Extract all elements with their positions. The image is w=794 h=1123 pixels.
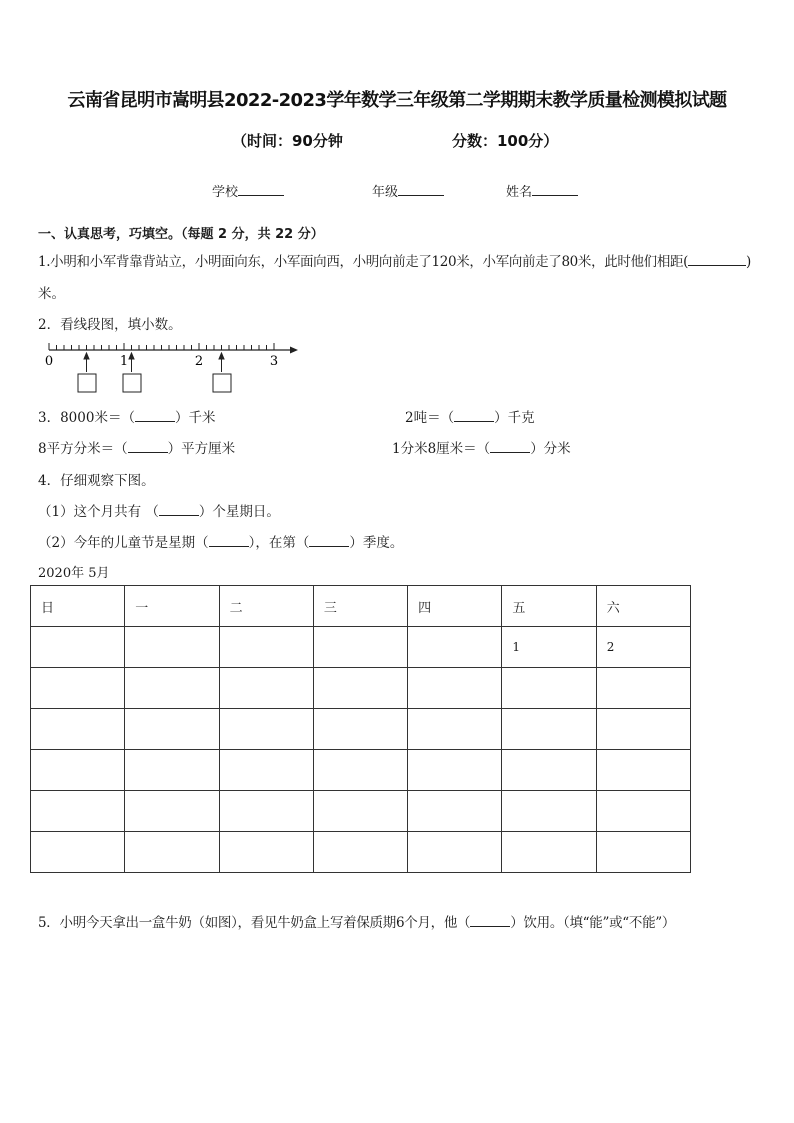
calendar-cell[interactable] — [408, 750, 502, 791]
question-3b-blank[interactable] — [454, 410, 494, 422]
calendar-cell[interactable] — [31, 750, 125, 791]
calendar-cell[interactable] — [596, 668, 690, 709]
calendar-cell[interactable] — [125, 668, 219, 709]
weekday-sun: 日 — [31, 586, 125, 627]
question-4-part-1-tail: ）个星期日。 — [198, 504, 280, 520]
calendar-cell[interactable] — [502, 750, 596, 791]
calendar-cell[interactable] — [219, 709, 313, 750]
question-3d-text: 1分米8厘米＝（ — [392, 441, 491, 457]
calendar-cell[interactable] — [31, 832, 125, 873]
weekday-fri: 五 — [502, 586, 596, 627]
calendar-cell[interactable] — [125, 791, 219, 832]
calendar-cell[interactable] — [596, 791, 690, 832]
tick-label-0: 0 — [44, 354, 54, 369]
calendar-cell[interactable] — [313, 832, 407, 873]
calendar-row — [31, 832, 691, 873]
calendar-cell[interactable] — [502, 832, 596, 873]
question-3a-text: 3．8000米＝（ — [38, 410, 135, 426]
grade-field — [372, 181, 444, 200]
calendar-row — [31, 627, 691, 668]
question-4-part-2-text: （2）今年的儿童节是星期（ — [38, 535, 209, 551]
tick-label-3: 3 — [269, 354, 279, 369]
calendar-cell[interactable] — [219, 832, 313, 873]
question-4-part-2 — [38, 531, 403, 551]
calendar-cell[interactable] — [408, 709, 502, 750]
question-4-part-2-tail: ）季度。 — [349, 535, 404, 551]
answer-box-1[interactable] — [78, 374, 96, 392]
pointer-1-head — [84, 353, 89, 359]
calendar-cell[interactable] — [596, 750, 690, 791]
question-1 — [38, 250, 751, 270]
question-3c-text: 8平方分米＝（ — [38, 441, 128, 457]
weekday-thu: 四 — [408, 586, 502, 627]
calendar-cell-day-2: 2 — [596, 627, 690, 668]
calendar-cell-day-1: 1 — [502, 627, 596, 668]
calendar-cell[interactable] — [219, 791, 313, 832]
calendar-cell[interactable] — [31, 668, 125, 709]
name-label: 姓名 — [506, 185, 533, 200]
question-3d-unit: ）分米 — [530, 441, 571, 457]
question-5-blank[interactable] — [470, 915, 510, 927]
question-5 — [38, 911, 675, 931]
grade-blank[interactable] — [398, 183, 444, 196]
calendar-cell[interactable] — [408, 668, 502, 709]
exam-time: （时间：90分钟 — [232, 132, 343, 150]
question-3a-unit: ）千米 — [174, 410, 216, 426]
calendar-cell[interactable] — [313, 709, 407, 750]
question-4-part-1-text: （1）这个月共有 （ — [38, 504, 159, 520]
calendar-cell — [31, 627, 125, 668]
weekday-tue: 二 — [219, 586, 313, 627]
calendar-cell[interactable] — [313, 750, 407, 791]
calendar-cell[interactable] — [408, 832, 502, 873]
calendar-cell — [125, 627, 219, 668]
calendar-cell[interactable] — [219, 750, 313, 791]
question-3c — [38, 437, 235, 457]
pointer-2-head — [129, 353, 134, 359]
calendar-cell[interactable] — [125, 709, 219, 750]
calendar-cell[interactable] — [502, 668, 596, 709]
number-line-arrow — [290, 347, 298, 354]
question-3a-blank[interactable] — [135, 410, 175, 422]
weekday-sat: 六 — [596, 586, 690, 627]
question-1-close: ) — [746, 254, 751, 270]
school-field — [212, 181, 284, 200]
school-label: 学校 — [212, 185, 239, 200]
calendar-cell[interactable] — [408, 791, 502, 832]
question-2: 2．看线段图，填小数。 — [38, 317, 182, 333]
calendar-cell[interactable] — [596, 709, 690, 750]
question-3d-blank[interactable] — [490, 441, 530, 453]
answer-box-3[interactable] — [213, 374, 231, 392]
pointer-3-head — [219, 353, 224, 359]
exam-title: 云南省昆明市嵩明县2022-2023学年数学三年级第二学期期末教学质量检测模拟试题 — [67, 90, 727, 111]
question-3d — [392, 437, 571, 457]
question-5-text: 5．小明今天拿出一盒牛奶（如图），看见牛奶盒上写着保质期6个月，他（ — [38, 915, 471, 931]
question-3b-unit: ）千克 — [494, 410, 535, 426]
question-3b — [405, 406, 535, 426]
question-1-unit: 米。 — [38, 286, 65, 302]
question-4-part-1 — [38, 500, 280, 520]
calendar-cell[interactable] — [219, 668, 313, 709]
question-1-text: 1.小明和小军背靠背站立，小明面向东，小军面向西，小明向前走了120米，小军向前走了80米，此时他们相距( — [38, 254, 689, 270]
calendar-cell[interactable] — [313, 668, 407, 709]
calendar-cell — [219, 627, 313, 668]
calendar-cell[interactable] — [125, 832, 219, 873]
question-3c-blank[interactable] — [128, 441, 168, 453]
grade-label: 年级 — [372, 185, 399, 200]
calendar-cell[interactable] — [313, 791, 407, 832]
calendar-row — [31, 750, 691, 791]
exam-score: 分数：100分） — [452, 132, 559, 150]
question-4: 4．仔细观察下图。 — [38, 473, 155, 489]
calendar-row — [31, 668, 691, 709]
calendar-table — [30, 585, 691, 873]
calendar-row — [31, 709, 691, 750]
question-3b-text: 2吨＝（ — [405, 410, 455, 426]
weekday-mon: 一 — [125, 586, 219, 627]
number-line-ticks — [49, 343, 274, 350]
number-line-diagram — [44, 340, 304, 396]
calendar-cell — [408, 627, 502, 668]
question-1-blank[interactable] — [688, 254, 746, 266]
school-blank[interactable] — [238, 183, 284, 196]
question-3c-unit: ）平方厘米 — [167, 441, 236, 457]
calendar-cell[interactable] — [502, 791, 596, 832]
section-1-heading: 一、认真思考，巧填空。（每题 2 分，共 22 分） — [38, 227, 324, 242]
calendar-row — [31, 791, 691, 832]
calendar-cell[interactable] — [502, 709, 596, 750]
calendar-header-row — [31, 586, 691, 627]
question-4-part-1-blank[interactable] — [159, 504, 199, 516]
calendar-cell[interactable] — [596, 832, 690, 873]
weekday-wed: 三 — [313, 586, 407, 627]
tick-label-2: 2 — [194, 354, 204, 369]
question-5-tail: ）饮用。（填“能”或“不能”） — [510, 915, 676, 931]
question-4-part-2-blank-1[interactable] — [209, 535, 249, 547]
question-3a — [38, 406, 215, 426]
name-field — [506, 181, 578, 200]
question-4-part-2-mid: ），在第（ — [248, 535, 310, 551]
calendar-cell — [313, 627, 407, 668]
answer-box-2[interactable] — [123, 374, 141, 392]
calendar-caption: 2020年 5月 — [38, 566, 110, 581]
calendar-cell[interactable] — [31, 709, 125, 750]
tick-label-1: 1 — [119, 354, 129, 369]
calendar-cell[interactable] — [31, 791, 125, 832]
calendar-cell[interactable] — [125, 750, 219, 791]
question-4-part-2-blank-2[interactable] — [309, 535, 349, 547]
name-blank[interactable] — [532, 183, 578, 196]
